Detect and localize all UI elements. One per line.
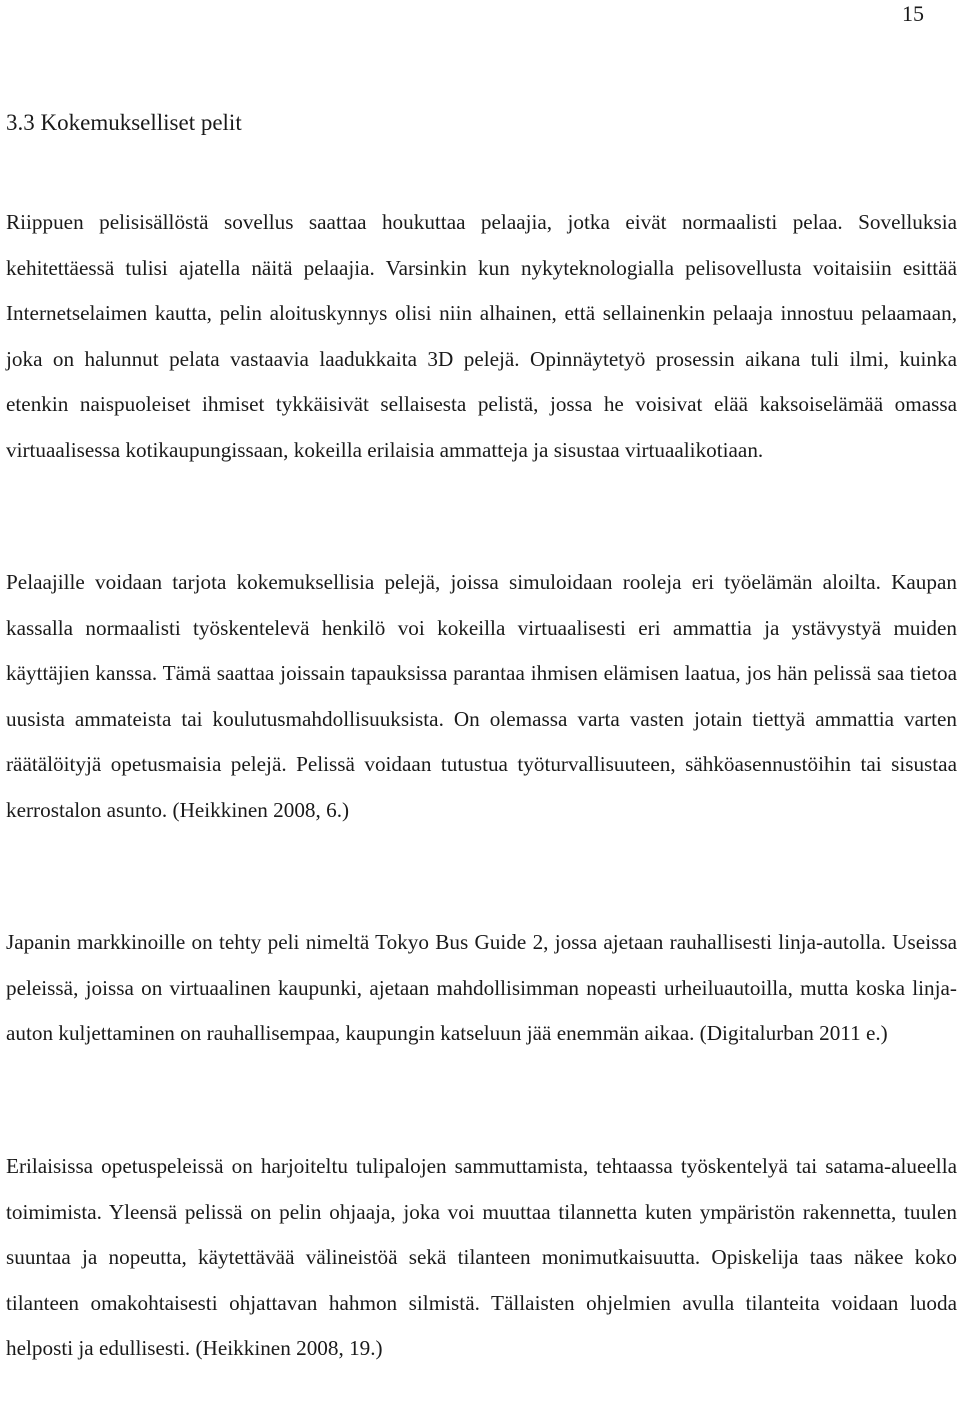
page-number: 15 [902,1,924,26]
body-paragraph: Riippuen pelisisällöstä sovellus saattaa houkuttaa pelaajia, jotka eivät normaalisti pelaa. Sovelluksia kehitettäessä tulisi ajatella näitä pelaajia. Varsinkin kun nykyteknologialla pelisovellusta voitaisiin esittää Internetselaimen kautta, pelin aloituskynnys olisi niin alhainen, että sellainenkin pelaaja innostuu pelaamaan, joka on halunnut pelata vastaavia laadukkaita 3D pelejä. Opinnäytetyö prosessin aikana tuli ilmi, kuinka etenkin naispuoleiset ihmiset tykkäisivät sellaisesta pelistä, jossa he voisivat elää kaksoiselämää omassa virtuaalisessa kotikaupungissaan, kokeilla erilaisia ammatteja ja sisustaa virtuaalikotiaan. [6,210,957,462]
body-paragraph: Japanin markkinoille on tehty peli nimeltä Tokyo Bus Guide 2, jossa ajetaan rauhallisesti linja-autolla. Useissa peleissä, joissa on virtuaalinen kaupunki, ajetaan mahdollisimman nopeasti urheiluautoilla, mutta koska linja-auton kuljettaminen on rauhallisempaa, kaupungin katseluun jää enemmän aikaa. (Digitalurban 2011 e.) [6,930,957,1045]
body-paragraph: Pelaajille voidaan tarjota kokemuksellisia pelejä, joissa simuloidaan rooleja eri työelämän aloilta. Kaupan kassalla normaalisti työskentelevä henkilö voi kokeilla virtuaalisesti eri ammattia ja ystävystyä muiden käyttäjien kanssa. Tämä saattaa joissain tapauksissa parantaa ihmisen elämisen laatua, jos hän pelissä saa tietoa uusista ammateista tai koulutusmahdollisuuksista. On olemassa varta vasten jotain tiettyä ammattia varten räätälöityjä opetusmaisia pelejä. Pelissä voidaan tutustua työturvallisuuteen, sähköasennustöihin tai sisustaa kerrostalon asunto. (Heikkinen 2008, 6.) [6,570,957,822]
body-paragraph: Erilaisissa opetuspeleissä on harjoiteltu tulipalojen sammuttamista, tehtaassa työskentelyä tai satama-alueella toimimista. Yleensä pelissä on pelin ohjaaja, joka voi muuttaa tilannetta kuten ympäristön rakennetta, tuulen suuntaa ja nopeutta, käytettävää välineistöä sekä tilanteen monimutkaisuutta. Opiskelija taas näkee koko tilanteen omakohtaisesti ohjattavan hahmon silmistä. Tällaisten ohjelmien avulla tilanteita voidaan luoda helposti ja edullisesti. (Heikkinen 2008, 19.) [6,1154,957,1360]
section-heading: 3.3 Kokemukselliset pelit [6,110,242,135]
